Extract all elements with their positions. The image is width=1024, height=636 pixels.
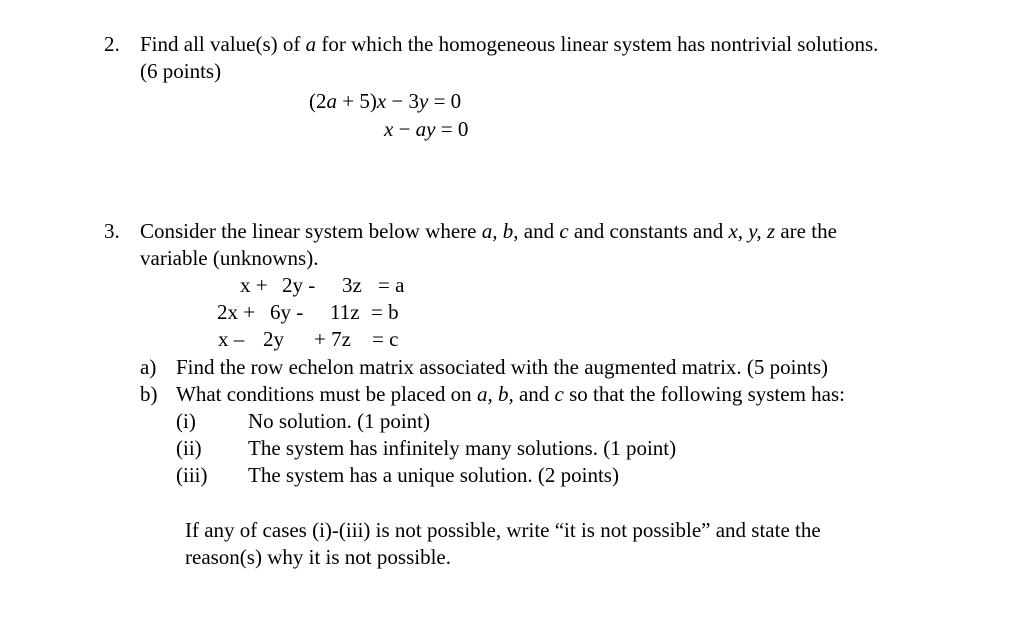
case-i-text: No solution. (1 point) bbox=[248, 409, 430, 433]
part-b-label: b) bbox=[140, 382, 158, 406]
note-line-1: If any of cases (i)-(iii) is not possible, write “it is not possible” and state the bbox=[185, 518, 821, 542]
system-row-1-c1: x + bbox=[240, 273, 268, 297]
q2-number: 2. bbox=[104, 32, 120, 56]
case-ii-text: The system has infinitely many solutions. (1 point) bbox=[248, 436, 677, 460]
system-row-3-c4: = c bbox=[372, 327, 399, 351]
q2-prompt-line1: Find all value(s) of a for which the homogeneous linear system has nontrivial solutions. bbox=[140, 32, 879, 56]
q3-prompt-line2: variable (unknowns). bbox=[140, 246, 319, 270]
system-row-3-c3: + 7z bbox=[314, 327, 351, 351]
case-iii-label: (iii) bbox=[176, 463, 208, 487]
system-row-1-c4: = a bbox=[378, 273, 405, 297]
system-row-2-c1: 2x + bbox=[217, 300, 256, 324]
note-line-2: reason(s) why it is not possible. bbox=[185, 545, 451, 569]
q2-equation-2: x − ay = 0 bbox=[384, 117, 469, 141]
case-iii-text: The system has a unique solution. (2 points) bbox=[248, 463, 619, 487]
q3-prompt-line1: Consider the linear system below where a, b, and c and constants and x, y, z are the bbox=[140, 219, 837, 243]
q2-points: (6 points) bbox=[140, 59, 222, 83]
part-b-text: What conditions must be placed on a, b, and c so that the following system has: bbox=[176, 382, 845, 406]
system-row-2-c4: = b bbox=[371, 300, 399, 324]
system-row-1-c2: 2y - bbox=[282, 273, 316, 297]
case-ii-label: (ii) bbox=[176, 436, 202, 460]
system-row-3-c2: 2y bbox=[263, 327, 284, 351]
q2-equation-1: (2a + 5)x − 3y = 0 bbox=[309, 89, 462, 113]
part-a-label: a) bbox=[140, 355, 157, 379]
system-row-1-c3: 3z bbox=[342, 273, 362, 297]
q3-number: 3. bbox=[104, 219, 120, 243]
system-row-2-c3: 11z bbox=[330, 300, 360, 324]
system-row-2-c2: 6y - bbox=[270, 300, 304, 324]
system-row-3-c1: x – bbox=[218, 327, 245, 351]
part-a-text: Find the row echelon matrix associated with the augmented matrix. (5 points) bbox=[176, 355, 829, 379]
case-i-label: (i) bbox=[176, 409, 196, 433]
